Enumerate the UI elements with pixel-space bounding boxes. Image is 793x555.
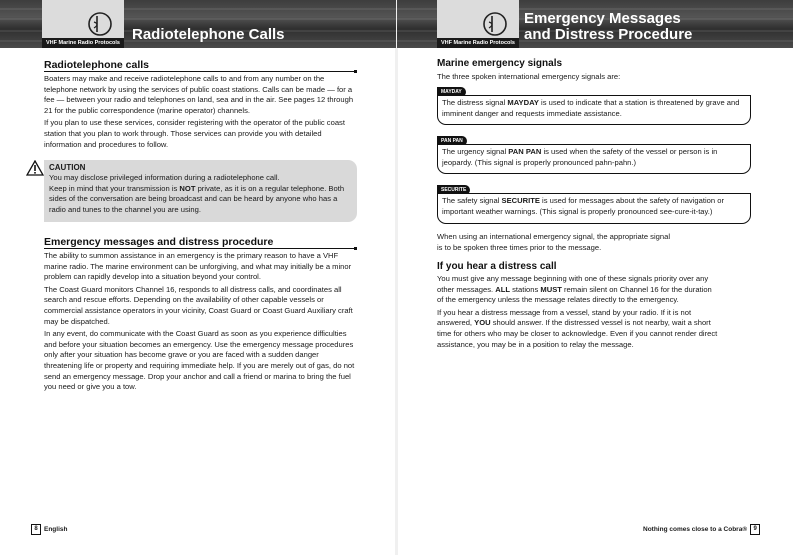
caution-line: You may disclose privileged information during a radiotelephone call. — [49, 173, 280, 182]
bold-text: MUST — [540, 284, 562, 294]
section-title-radiotelephone: Radiotelephone calls — [44, 59, 150, 71]
paragraph: The ability to summon assistance in an emergency is the primary reason to have a VHF marine radio. The marine environment can be unforgiving, and what may initially be a minor problem can rapidly develop into a situation beyond your control. — [44, 251, 352, 282]
paragraph: Boaters may make and receive radiotelephone calls to and from any number on the telephone network by using the services of public coast stations. Calls can be made — for a fee — between your radio and telephones on land, sea and in the air. See pages 12 through 21 for the public correspondence (marine operator) channels. — [44, 74, 354, 115]
signal-tag-securite: SECURITE — [437, 185, 470, 195]
signal-tag-mayday: MAYDAY — [437, 87, 466, 97]
footer-text: Nothing comes close to a Cobra® — [643, 526, 748, 534]
section2-body — [44, 251, 358, 395]
intro-text: The three spoken international emergency signals are: — [437, 72, 621, 81]
footer-text: English — [44, 526, 68, 534]
heading-emergency-signals: Marine emergency signals — [437, 58, 563, 69]
text: stations — [510, 284, 541, 294]
paragraph: In any event, do communicate with the Coast Guard as soon as you experience difficulties and before your situation becomes an emergency. Use the emergency message procedures only after your situation has become grave or you are faced with a sudden danger threatening life or property and requiring immediate help. If you are merely out of gas, do not send an emergency message. Drop your anchor and call a friend or marina to bring the fuel you need or give you a tow. — [44, 329, 355, 392]
signal-name: SECURITE — [501, 196, 540, 205]
signal-text: is used for messages about the safety of navigation or important weather warnings. (This signal is properly pronounced see-cure-it-tay.) — [442, 196, 724, 216]
right-banner-title-line2: and Distress Procedure — [524, 26, 693, 43]
left-banner-title: Radiotelephone Calls — [132, 26, 285, 43]
left-page — [0, 0, 396, 555]
radio-logo-icon — [481, 10, 509, 38]
text: If you hear a distress message from a vessel, stand by your radio. If it is not answered, — [437, 307, 692, 328]
radio-logo-icon — [86, 10, 114, 38]
heading-distress-call: If you hear a distress call — [437, 261, 557, 272]
section1-body — [44, 74, 356, 152]
section-rule — [44, 71, 355, 72]
signal-box-securite — [437, 193, 751, 224]
text: remain silent on Channel 16 for the duration of the emergency unless the message relates directly to the emergency. — [437, 284, 712, 305]
page-number: 9 — [750, 524, 760, 535]
right-banner-caption: VHF Marine Radio Protocols — [437, 38, 519, 48]
signal-text: is used when the safety of the vessel or person is in jeopardy. (This signal is properly pronounced pahn-pahn.) — [442, 147, 718, 167]
page-number: 8 — [31, 524, 41, 535]
paragraph: The Coast Guard monitors Channel 16, responds to all distress calls, and coordinates all search and rescue efforts. Depending on the availability of other capable vessels or commercial assistance operators in your vicinity, Coast Guard or Coast Guard Auxiliary craft may be dispatched. — [44, 284, 353, 326]
caution-text: Keep in mind that your transmission is — [49, 183, 180, 193]
distress-body — [437, 274, 719, 352]
left-banner-caption: VHF Marine Radio Protocols — [42, 38, 124, 48]
text: should answer. If the distressed vessel is not nearby, wait a short time for others who may be closer to acknowledge. Even if you cannot render direct assistance, you may be in a position to relay the message. — [437, 318, 718, 349]
paragraph — [437, 308, 719, 350]
signal-text: is used to indicate that a station is threatened by grave and imminent danger and requests immediate assistance. — [442, 98, 740, 118]
signal-name: MAYDAY — [507, 98, 539, 107]
caution-body — [49, 173, 349, 215]
caution-text: private, as it is on a regular telephone. Both sides of the conversation are being broadcast and can be heard by anyone who has a radio and tunes to the channel you are using. — [49, 183, 345, 214]
bold-text: ALL — [495, 284, 511, 294]
right-banner-title-line1: Emergency Messages — [524, 10, 681, 27]
warning-icon — [26, 160, 44, 176]
right-footer — [643, 524, 763, 535]
bold-text: YOU — [474, 318, 491, 328]
after-signals-text: When using an international emergency signal, the appropriate signal is to be spoken three times prior to the message. — [437, 232, 671, 252]
left-banner — [0, 0, 396, 48]
left-banner-tab — [42, 0, 124, 48]
caution-bold: NOT — [179, 183, 196, 193]
paragraph — [437, 274, 719, 306]
signal-box-mayday — [437, 95, 751, 125]
signal-name: PAN PAN — [508, 147, 542, 156]
signal-text: The distress signal — [442, 98, 508, 107]
signal-box-panpan — [437, 144, 751, 174]
caution-title: CAUTION — [49, 163, 86, 172]
section-title-emergency: Emergency messages and distress procedure — [44, 236, 274, 248]
text: You must give any message beginning with one of these signals priority over any other messages. — [437, 274, 709, 294]
signal-text: The safety signal — [442, 196, 502, 205]
paragraph: If you plan to use these services, consider registering with the operator of the public coast station that you plan to work through. Those services can provide you with detailed information and procedures to follow. — [44, 118, 345, 149]
right-banner-tab — [437, 0, 519, 48]
section-rule — [44, 248, 355, 249]
caution-box — [44, 160, 357, 222]
left-footer — [28, 524, 67, 535]
signal-text: The urgency signal — [442, 147, 509, 156]
signal-tag-panpan: PAN PAN — [437, 136, 467, 146]
right-banner — [397, 0, 793, 48]
